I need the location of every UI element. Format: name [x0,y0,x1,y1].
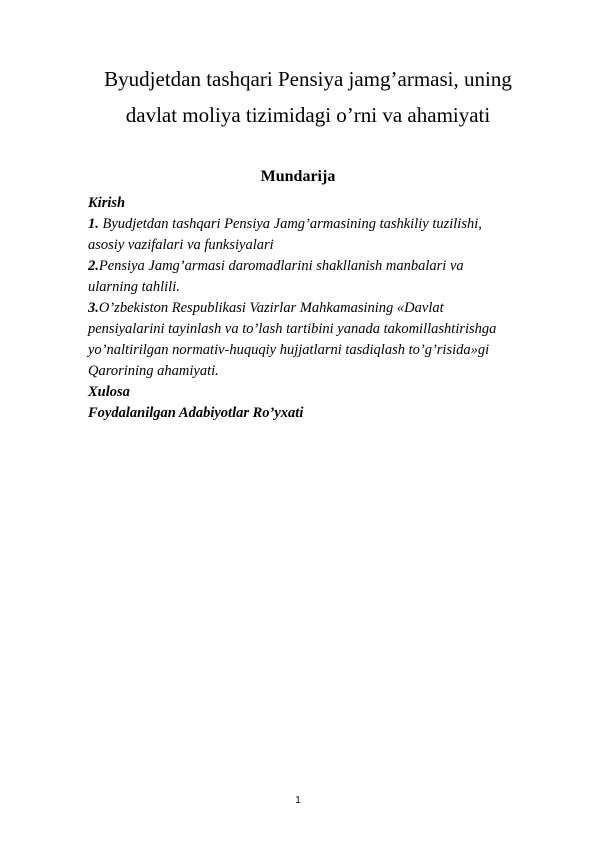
toc-item-2-number: 2. [88,258,99,274]
toc-item-1-text: Byudjetdan tashqari Pensiya Jamg’armasining tashkiliy tuzilishi, [98,216,482,232]
toc-item-1-line-1 [88,214,558,235]
page-number: 1 [295,795,301,806]
toc-item-2-line-2: ularning tahlili. [88,279,180,295]
document-title [40,61,576,133]
toc-item-3-line-4: Qarorining ahamiyati. [88,363,219,379]
toc-heading: Mundarija [260,168,336,185]
toc-item-conclusion: Xulosa [88,384,130,400]
toc-item-1-number: 1. [88,216,99,232]
toc-item-3-line-1 [88,298,558,319]
toc-item-2-text: Pensiya Jamg’armasi daromadlarini shakllanish manbalari va [98,258,464,274]
toc-item-3-line-3: yo’naltirilgan normativ-huquqiy hujjatlarni tasdiqlash to’g’risida»gi [88,342,490,358]
toc-item-3-line-2: pensiyalarini tayinlash va to’lash tartibini yanada takomillashtirishga [88,321,497,337]
title-line-1: Byudjetdan tashqari Pensiya jamg’armasi, uning [104,67,512,91]
toc-item-references: Foydalanilgan Adabiyotlar Ro’yxati [88,405,304,421]
toc-item-intro: Kirish [88,195,126,211]
title-line-2: davlat moliya tizimidagi o’rni va ahamiyati [125,103,491,127]
toc-item-2-line-1 [88,256,558,277]
toc-item-3-text: O’zbekiston Respublikasi Vazirlar Mahkamasining «Davlat [98,300,444,316]
toc-item-1-line-2: asosiy vazifalari va funksiyalari [88,237,274,253]
table-of-contents [88,193,558,424]
toc-item-3-number: 3. [88,300,99,316]
